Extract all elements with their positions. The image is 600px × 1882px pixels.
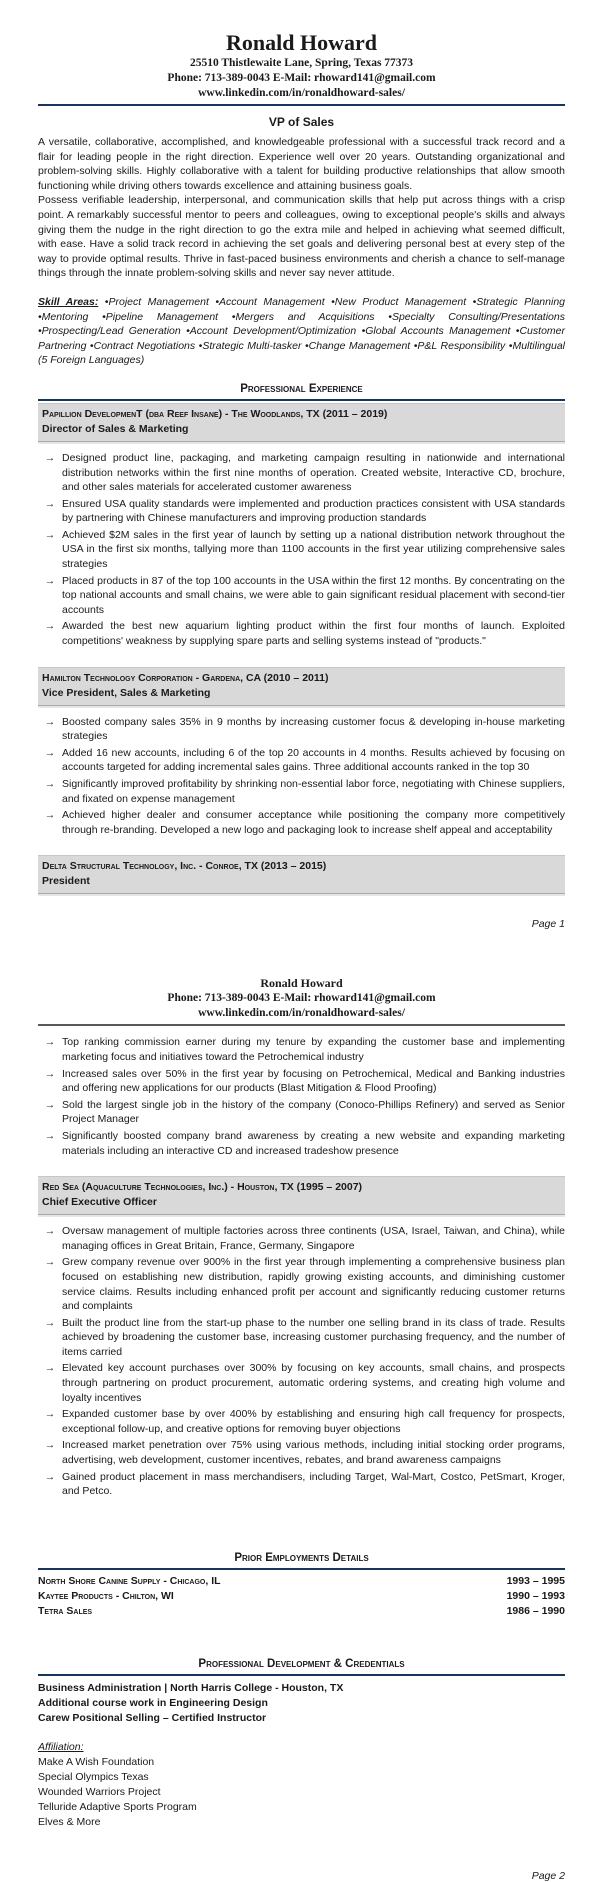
page-number: Page 1 — [531, 918, 565, 931]
company-name: Hamilton Technology Corporation - Gardena, CA (2010 – 2011) — [42, 671, 329, 684]
credential-line: Additional course work in Engineering Design — [38, 1696, 268, 1709]
linkedin-url: www.linkedin.com/in/ronaldhoward-sales/ — [198, 87, 405, 99]
affiliation-item: Elves & More — [38, 1815, 101, 1828]
arrow-bullet-icon: → — [44, 1362, 56, 1375]
arrow-bullet-icon: → — [44, 574, 56, 587]
page-title: Ronald Howard — [260, 976, 343, 991]
arrow-bullet-icon: → — [44, 1408, 56, 1421]
experience-bullet — [38, 1129, 565, 1158]
arrow-bullet-icon: → — [44, 746, 56, 759]
arrow-bullet-icon: → — [44, 715, 56, 728]
bullet-text: Ensured USA quality standards were implemented and production practices consistent with USA standards by partnering with Chinese manufacturers and improving production standards — [62, 497, 565, 525]
page1-header — [38, 30, 565, 101]
experience-bullet — [38, 528, 565, 572]
arrow-bullet-icon: → — [44, 778, 56, 790]
bullet-text: Expanded customer base by over 400% by establishing and ensuring high call frequency for prospects, exceptional follow-up, and creative options for removing buyer objections — [62, 1408, 565, 1435]
job-bullets-redsea — [38, 1224, 565, 1499]
page-number: Page 2 — [531, 1869, 565, 1882]
prior-employments-list — [38, 1574, 565, 1619]
arrow-bullet-icon: → — [44, 1470, 56, 1483]
experience-bullet — [38, 497, 565, 526]
employment-dates: 1990 – 1993 — [506, 1589, 565, 1602]
experience-bullet — [38, 1316, 565, 1360]
header-divider — [38, 1024, 565, 1026]
bullet-text: Achieved $2M sales in the first year of launch by setting up a national distribution network throughout the USA in the first six months, tallying more than 1100 accounts in the first year utilizing comprehensive sales strategies — [62, 528, 565, 571]
skill-areas — [38, 295, 565, 368]
arrow-bullet-icon: → — [44, 1067, 56, 1080]
arrow-bullet-icon: → — [44, 1225, 56, 1238]
section-heading-experience: Professional Experience — [240, 382, 363, 395]
arrow-bullet-icon: → — [44, 809, 56, 822]
page-title: Ronald Howard — [226, 30, 377, 55]
company-name: Red Sea (Aquaculture Technologies, Inc.) - Houston, TX (1995 – 2007) — [42, 1181, 363, 1194]
summary-paragraph-2: Possess verifiable leadership, interpersonal, and communication skills that help put across things with a crisp point. A remarkably successful mentor to peers and colleagues, owing to exceptional people's skills and always giving them the nudge in the right direction to go the extra mile and helped in achieving what seemed difficult, with ease. Have a solid track record in achieving the set goals and delivering personal best at every step of the way to provide optimal results. Thrive in fast-paced business environments and cherish a chance to self-manage things through the innate problem-solving skills and never say never attitude. — [38, 194, 565, 280]
affiliation-item: Special Olympics Texas — [38, 1770, 149, 1783]
arrow-bullet-icon: → — [44, 620, 56, 633]
experience-bullet — [38, 1255, 565, 1313]
affiliation-item: Wounded Warriors Project — [38, 1785, 161, 1798]
arrow-bullet-icon: → — [44, 1098, 56, 1111]
employer-name: Kaytee Products - Chilton, WI — [38, 1589, 174, 1602]
job-role: President — [42, 875, 90, 888]
experience-bullet — [38, 1067, 565, 1096]
experience-bullet — [38, 1035, 565, 1064]
bullet-text: Placed products in 87 of the top 100 accounts in the USA within the first 12 months. By concentrating on the top national accounts and small chains, we were able to gain significant residual placement with second-tier accounts — [62, 574, 565, 616]
prior-employment-row — [38, 1574, 565, 1589]
bullet-text: Grew company revenue over 900% in the first year through implementing a comprehensive business plan focused on establishing new distribution, rapidly growing existing accounts, and diminishing customer service claims. Results including enhanced profit per account and significantly reducing customer returns and complaints — [62, 1256, 565, 1313]
section-heading-prior-employments: Prior Employments Details — [234, 1551, 369, 1564]
experience-bullet — [38, 1361, 565, 1405]
experience-bullet — [38, 777, 565, 806]
address-line: 25510 Thistlewaite Lane, Spring, Texas 77373 — [189, 57, 414, 69]
skill-areas-list: •Project Management •Account Management •New Product Management •Strategic Planning •Mentoring •Pipeline Management •Mergers and Acquisitions •Specialty Consulting/Presentations •Prospecting/Lead Generation •Account Development/Optimization •Global Accounts Management •Customer Partnering •Contract Negotiations •Strategic Multi-tasker •Change Management •P&L Responsibility •Multilingual (5 Foreign Languages) — [38, 295, 566, 367]
job-bullets-papillion — [38, 451, 565, 649]
job-bullets-delta-continued — [38, 1035, 565, 1158]
job-header-redsea — [38, 1176, 565, 1215]
experience-bullet — [38, 574, 565, 618]
job-role: Vice President, Sales & Marketing — [42, 686, 211, 699]
bullet-text: Awarded the best new aquarium lighting product within the first four months of launch. Exploited competitions' weakness by supplying spare parts and selling systems instead of "products." — [62, 620, 565, 648]
experience-bullet — [38, 1224, 565, 1253]
section-divider — [38, 1674, 565, 1676]
job-header-delta — [38, 855, 565, 894]
experience-bullet — [38, 1407, 565, 1436]
job-target-title: VP of Sales — [268, 115, 335, 129]
job-header-hamilton — [38, 667, 565, 706]
employment-dates: 1993 – 1995 — [506, 1574, 565, 1587]
experience-bullet — [38, 1470, 565, 1499]
bullet-text: Elevated key account purchases over 300% by focusing on key accounts, small chains, and prospects through partnering on product procurement, automatic ordering systems, and creating high volume and loyalty incentives — [62, 1362, 565, 1404]
arrow-bullet-icon: → — [44, 1036, 56, 1049]
page2-header — [38, 976, 565, 1021]
experience-bullet — [38, 1098, 565, 1127]
arrow-bullet-icon: → — [44, 528, 56, 541]
section-divider — [38, 1568, 565, 1570]
bullet-text: Gained product placement in mass merchandisers, including Target, Wal-Mart, Costco, PetSmart, Kroger, and Petco. — [62, 1470, 565, 1498]
job-bullets-hamilton — [38, 715, 565, 838]
bullet-text: Designed product line, packaging, and marketing campaign resulting in nationwide and international distribution networks within the first nine months of operation. Created website, Interactive CD, brochure, and other sales materials for accelerated customer awareness — [62, 451, 565, 494]
section-divider — [38, 399, 565, 401]
bullet-text: Increased sales over 50% in the first year by focusing on Petrochemical, Medical and Banking industries and offering new applications for our products (Blast Mitigation & Flood Proofing) — [62, 1067, 565, 1095]
credential-line: Carew Positional Selling – Certified Instructor — [38, 1711, 267, 1724]
employer-name: North Shore Canine Supply - Chicago, IL — [38, 1574, 221, 1587]
bullet-text: Significantly boosted company brand awareness by creating a new website and expanding marketing materials including an interactive CD and increased tradeshow presence — [62, 1129, 565, 1157]
bullet-text: Sold the largest single job in the history of the company (Conoco-Phillips Refinery) and served as Senior Project Manager — [62, 1098, 565, 1126]
arrow-bullet-icon: → — [44, 1129, 56, 1142]
arrow-bullet-icon: → — [44, 1256, 56, 1269]
affiliations-list — [38, 1755, 565, 1830]
credential-line: Business Administration | North Harris College - Houston, TX — [38, 1681, 344, 1694]
experience-bullet — [38, 1438, 565, 1467]
affiliation-item: Make A Wish Foundation — [38, 1755, 155, 1768]
bullet-text: Boosted company sales 35% in 9 months by increasing customer focus & developing in-house marketing strategies — [62, 715, 565, 743]
job-header-papillion — [38, 403, 565, 442]
prior-employment-row — [38, 1604, 565, 1619]
job-role: Director of Sales & Marketing — [42, 422, 189, 435]
credentials-list — [38, 1681, 565, 1726]
prior-employment-row — [38, 1589, 565, 1604]
arrow-bullet-icon: → — [44, 1316, 56, 1329]
bullet-text: Achieved higher dealer and consumer acceptance while positioning the company more competitively through re-branding. Developed a new logo and packaging look to increase shelf appeal and acceptability — [62, 809, 565, 836]
bullet-text: Added 16 new accounts, including 6 of the top 20 accounts in 4 months. Results achieved by focusing on accounts targeted for adding incremental sales gains. Three additional accounts ranked in the top 30 — [62, 746, 565, 774]
company-name: Delta Structural Technology, Inc. - Conroe, TX (2013 – 2015) — [42, 860, 327, 873]
bullet-text: Built the product line from the start-up phase to the number one selling brand in its class of trade. Results achieved by broadening the customer base, increasing customer purchasing frequency, and the number of items carried — [62, 1316, 565, 1358]
section-heading-development: Professional Development & Credentials — [198, 1657, 405, 1670]
arrow-bullet-icon: → — [44, 451, 56, 464]
experience-bullet — [38, 715, 565, 744]
contact-line: Phone: 713-389-0043 E-Mail: rhoward141@gmail.com — [167, 992, 436, 1005]
bullet-text: Oversaw management of multiple factories across three continents (USA, Israel, Taiwan, and China), while managing offices in Great Britain, France, Germany, Singapore — [62, 1225, 565, 1252]
experience-bullet — [38, 808, 565, 837]
experience-bullet — [38, 451, 565, 495]
contact-line: Phone: 713-389-0043 E-Mail: rhoward141@gmail.com — [167, 72, 436, 84]
experience-bullet — [38, 619, 565, 648]
bullet-text: Significantly improved profitability by shrinking non-essential labor force, negotiating with Chinese suppliers, and fixated on expense management — [62, 778, 565, 805]
company-name: Papillion DevelopmenT (dba Reef Insane) - The Woodlands, TX (2011 – 2019) — [42, 407, 388, 420]
employer-name: Tetra Sales — [38, 1604, 93, 1617]
employment-dates: 1986 – 1990 — [506, 1604, 565, 1617]
linkedin-url: www.linkedin.com/in/ronaldhoward-sales/ — [198, 1007, 405, 1020]
arrow-bullet-icon: → — [44, 497, 56, 510]
skill-areas-label: Skill Areas: — [38, 295, 99, 308]
job-role: Chief Executive Officer — [42, 1196, 157, 1209]
bullet-text: Increased market penetration over 75% using various methods, including initial stocking order programs, advertising, web development, customer incentives, rebates, and brand awareness campaigns — [62, 1439, 565, 1467]
experience-bullet — [38, 746, 565, 775]
bullet-text: Top ranking commission earner during my tenure by expanding the customer base and implementing marketing focus and initiatives toward the Petrochemical industry — [62, 1036, 565, 1063]
arrow-bullet-icon: → — [44, 1439, 56, 1452]
summary-paragraph-1: A versatile, collaborative, accomplished, and knowledgeable professional with a successful track record and a flair for leading people in the right direction. Experience well over 20 years. Outstanding organizational and problem-solving skills. Highly collaborative with a talent for building productive relationships that allow smooth functioning while driving others towards excellence and attaining business goals. — [38, 136, 565, 192]
header-divider — [38, 104, 565, 106]
affiliation-label: Affiliation: — [38, 1740, 84, 1753]
affiliation-item: Telluride Adaptive Sports Program — [38, 1800, 197, 1813]
